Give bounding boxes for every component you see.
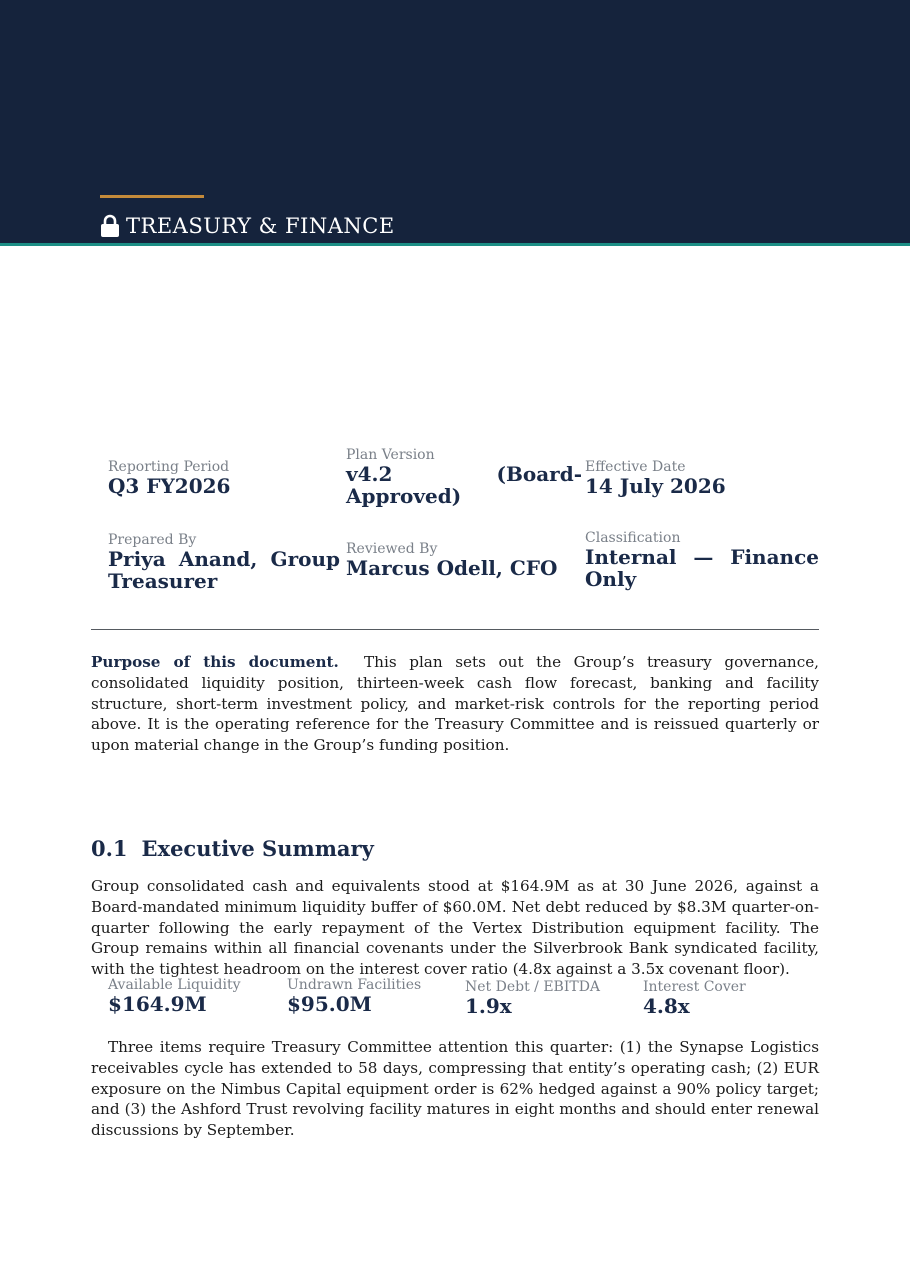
meta-prepared-by <box>108 532 340 592</box>
meta-reviewed-by <box>346 541 582 579</box>
purpose-paragraph <box>91 652 819 756</box>
kpi-value: $164.9M <box>108 992 207 1016</box>
lock-icon <box>100 214 120 238</box>
brand-title: TREASURY & FINANCE <box>126 214 395 238</box>
plan-version-status: (Board- <box>496 462 582 486</box>
kpi-net-debt-ebitda <box>465 979 640 1017</box>
summary-paragraph-2: Three items require Treasury Committee attention this quarter: (1) the Synapse Logistics receivables cycle has extended to 58 days, compressing that entity’s operating cash; (2) EUR exposure on the Nimbus Capital equipment order is 62% hedged against a 90% policy target; and (3) the Ashford Trust revolving facility matures in eight months and should enter renewal discussions by September. <box>91 1038 819 1140</box>
header-banner <box>0 0 910 243</box>
word: — <box>693 545 714 569</box>
word: Priya <box>108 547 166 571</box>
section-heading <box>91 836 374 861</box>
kpi-available-liquidity <box>108 977 283 1015</box>
meta-value: 14 July 2026 <box>585 474 726 498</box>
kpi-label: Undrawn Facilities <box>287 977 422 993</box>
divider <box>91 629 819 630</box>
meta-label: Prepared By <box>108 532 197 548</box>
kpi-value: $95.0M <box>287 992 372 1016</box>
plan-version-status-cont: Approved) <box>346 484 462 508</box>
plan-version-number: v4.2 <box>346 462 393 486</box>
meta-plan-version <box>346 447 582 507</box>
header-accent-line <box>100 195 204 198</box>
meta-label: Effective Date <box>585 459 686 475</box>
header-bottom-rule <box>0 243 910 246</box>
meta-value-line <box>108 548 340 570</box>
meta-classification <box>585 530 819 590</box>
purpose-text: This plan sets out the Group’s treasury governance, consolidated liquidity position, thirteen-week cash flow forecast, banking and facility structure, short-term investment policy, and market-risk controls for the reporting period above. It is the operating reference for the Treasury Committee and is reissued quarterly or upon material change in the Group’s funding position. <box>91 653 820 755</box>
section-number: 0.1 <box>91 836 128 861</box>
section-title: Executive Summary <box>141 836 374 861</box>
word: Internal <box>585 545 677 569</box>
kpi-label: Available Liquidity <box>108 977 241 993</box>
kpi-interest-cover <box>643 979 818 1017</box>
meta-label: Reporting Period <box>108 459 230 475</box>
meta-value-line: Only <box>585 567 637 591</box>
meta-value-line: Treasurer <box>108 569 218 593</box>
kpi-value: 1.9x <box>465 994 512 1018</box>
kpi-value: 4.8x <box>643 994 690 1018</box>
meta-value: Marcus Odell, CFO <box>346 556 558 580</box>
meta-reporting-period <box>108 459 344 497</box>
meta-effective-date <box>585 459 821 497</box>
purpose-lead: Purpose of this document. <box>91 653 339 671</box>
meta-value-line <box>346 463 582 485</box>
word: Anand, <box>178 547 258 571</box>
kpi-undrawn-facilities <box>287 977 462 1015</box>
meta-label: Plan Version <box>346 447 435 463</box>
word: Finance <box>730 545 819 569</box>
meta-label: Reviewed By <box>346 541 438 557</box>
meta-label: Classification <box>585 530 681 546</box>
word: Group <box>270 547 340 571</box>
brand <box>100 214 395 238</box>
meta-value-line <box>585 546 819 568</box>
meta-value: Q3 FY2026 <box>108 474 231 498</box>
summary-paragraph-1: Group consolidated cash and equivalents stood at $164.9M as at 30 June 2026, against a Board-mandated minimum liquidity buffer of $60.0M. Net debt reduced by $8.3M quarter-on-quarter following the early repayment of the Vertex Distribution equipment facility. The Group remains within all financial covenants under the Silverbrook Bank syndicated facility, with the tightest headroom on the interest cover ratio (4.8x against a 3.5x covenant floor). <box>91 877 819 979</box>
kpi-label: Interest Cover <box>643 979 746 995</box>
kpi-label: Net Debt / EBITDA <box>465 979 601 995</box>
